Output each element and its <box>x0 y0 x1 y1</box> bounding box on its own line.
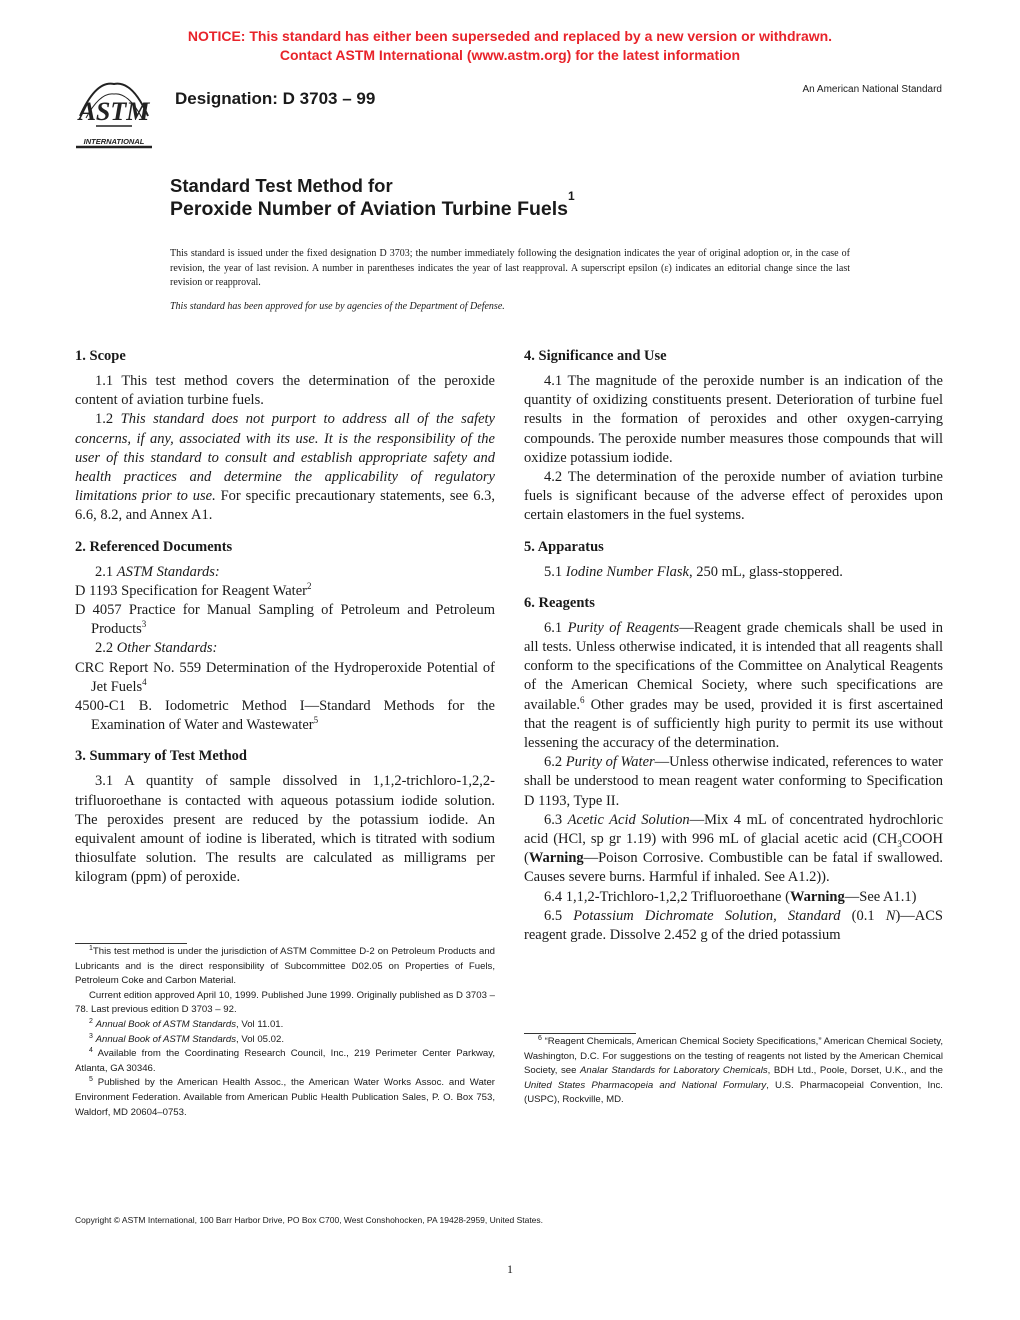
logo-subtext: INTERNATIONAL <box>83 137 145 146</box>
other-standards-label: 2.2 Other Standards: <box>95 640 218 657</box>
footnote-5: $^5$ Published by the American Health Assoc., the American Water Works Assoc. and Water Environment Federation. Available from American Public Health Publication Sales, P. O. Box 753, Waldorf, MD 20604–0753. <box>75 1076 495 1118</box>
reagents-p1: 6.1 Purity of Reagents—Reagent grade chemicals shall be used in all tests. Unless otherwise indicated, it is intended that all reagents shall conform to the specifications of the Committee on Analytical Reagents of the American Chemical Society, where such specifications are available.$^6$ Other grades may be used, provided it is first ascertained that the reagent is of sufficiently high purity to permit its use without lessening the accuracy of the determination. <box>524 619 944 752</box>
right-column <box>524 347 943 957</box>
summary-heading: 3. Summary of Test Method <box>75 748 247 765</box>
apparatus-p1: 5.1 Iodine Number Flask, 250 mL, glass-stoppered. <box>544 563 843 580</box>
section-summary <box>75 747 495 887</box>
reagents-p4: 6.4 1,1,2-Trichloro-1,2,2 Trifluoroethane (Warning—See A1.1) <box>544 888 917 905</box>
section-referenced <box>75 538 495 736</box>
logo-text: ASTM <box>78 97 150 126</box>
left-column <box>75 347 495 900</box>
footnotes-left <box>75 943 495 1120</box>
designation: Designation: D 3703 – 99 <box>175 89 376 108</box>
notice-banner <box>0 27 1020 65</box>
significance-p2: 4.2 The determination of the peroxide number of aviation turbine fuels is significant because of the adverse effect of peroxides upon certain elastomers in the fuel systems. <box>524 469 943 524</box>
notice-line-1: NOTICE: This standard has either been superseded and replaced by a new version or withdrawn. <box>187 28 833 44</box>
page-number: 1 <box>507 1262 513 1276</box>
referenced-heading: 2. Referenced Documents <box>75 538 233 555</box>
ref-crc: CRC Report No. 559 Determination of the Hydroperoxide Potential of Jet Fuels$^4$ <box>75 659 495 695</box>
footnote-4: $^4$ Available from the Coordinating Research Council, Inc., 219 Perimeter Center Parkway, Atlanta, GA 30346. <box>75 1046 496 1074</box>
reagents-p2: 6.2 Purity of Water—Unless otherwise indicated, references to water shall be understood to mean reagent water conforming to Specification D 1193, Type II. <box>524 754 943 809</box>
reagents-p5: 6.5 Potassium Dichromate Solution, Standard (0.1 N)—ACS reagent grade. Dissolve 2.452 g of the dried potassium <box>524 907 943 944</box>
reagents-heading: 6. Reagents <box>524 594 595 611</box>
summary-p1: 3.1 A quantity of sample dissolved in 1,1,2-trichloro-1,2,2-trifluoroethane is contacted with aqueous potassium iodide solution. The peroxides present are reduced by the potassium iodide. An equivalent amount of iodine is liberated, which is titrated with sodium thiosulfate solution. The results are calculated as milligrams per kilogram (ppm) of peroxide. <box>75 773 495 886</box>
american-national-standard: An American National Standard <box>802 84 942 95</box>
ref-d4057: D 4057 Practice for Manual Sampling of Petroleum and Petroleum Products$^3$ <box>75 602 495 638</box>
astm-logo-icon <box>66 76 162 152</box>
title-footnote-mark: 1 <box>568 189 575 203</box>
astm-standards-label: 2.1 ASTM Standards: <box>95 563 220 580</box>
footnote-6: $^6$ “Reagent Chemicals, American Chemical Society Specifications,” American Chemical Society, Washington, D.C. For suggestions on the testing of reagents not listed by the American Chemical Society, see Analar Standards for Laboratory Chemicals, BDH Ltd., Poole, Dorset, U.K., and the United States Pharmacopeia and National Formulary, U.S. Pharmacopeial Convention, Inc. (USPC), Rockville, MD. <box>524 1034 943 1106</box>
scope-p2: 1.2 This standard does not purport to address all of the safety concerns, if any, associated with its use. It is the responsibility of the user of this standard to consult and establish appropriate safety and health practices and determine the applicability of regulatory limitations prior to use. For specific precautionary statements, see 6.3, 6.6, 8.2, and Annex A1. <box>75 411 495 524</box>
section-significance <box>524 347 943 526</box>
issued-note: This standard is issued under the fixed designation D 3703; the number immediately following the designation indicates the year of original adoption or, in the case of revision, the year of last revision. A number in parentheses indicates the year of last reapproval. A superscript epsilon (ε) indicates an editorial change since the last revision or reapproval. <box>170 248 850 288</box>
footnote-1b: Current edition approved April 10, 1999. Published June 1999. Originally published as D 3703 – 78. Last previous edition D 3703 – 92. <box>75 989 495 1016</box>
footnotes-right <box>524 1033 943 1108</box>
scope-heading: 1. Scope <box>75 348 126 364</box>
footnote-2: $^2$ Annual Book of ASTM Standards, Vol 11.01. <box>89 1017 284 1030</box>
significance-heading: 4. Significance and Use <box>524 348 667 364</box>
scope-p1: 1.1 This test method covers the determination of the peroxide content of aviation turbine fuels. <box>75 373 495 409</box>
significance-p1: 4.1 The magnitude of the peroxide number is an indication of the quantity of oxidizing constituents present. Deterioration of turbine fuel results in the formation of peroxides and other oxygen-carrying compounds. The peroxide number measures those compounds that will oxidize potassium iodide. <box>524 373 943 466</box>
section-apparatus <box>524 538 943 582</box>
title-line-1: Standard Test Method for <box>170 175 393 196</box>
ref-c1: 4500-C1 B. Iodometric Method I—Standard Methods for the Examination of Water and Wastewater$^5$ <box>75 698 495 734</box>
section-scope <box>75 347 495 526</box>
apparatus-heading: 5. Apparatus <box>524 538 604 555</box>
approved-note: This standard has been approved for use by agencies of the Department of Defense. <box>170 301 505 312</box>
copyright: Copyright © ASTM International, 100 Barr Harbor Drive, PO Box C700, West Conshohocken, PA 19428-2959, United States. <box>75 1215 544 1225</box>
reagents-p3: 6.3 Acetic Acid Solution—Mix 4 mL of concentrated hydrochloric acid (HCl, sp gr 1.19) with 996 mL of glacial acetic acid ($CH_3COOH$ (Warning—Poison Corrosive. Combustible can be fatal if swallowed. Causes severe burns. Harmful if inhaled. See A1.2)). <box>524 811 943 886</box>
footnote-3: $^3$ Annual Book of ASTM Standards, Vol 05.02. <box>89 1032 285 1045</box>
title-line-2: Peroxide Number of Aviation Turbine Fuels$^1$ <box>170 189 575 220</box>
notice-line-2: Contact ASTM International (www.astm.org) for the latest information <box>279 47 741 63</box>
ref-d1193: D 1193 Specification for Reagent Water$^2$ <box>75 581 312 599</box>
footnote-1: $^1$This test method is under the jurisdiction of ASTM Committee D-2 on Petroleum Products and Lubricants and is the direct responsibility of Subcommittee D02.05 on Properties of Fuels, Petroleum Coke and Carbon Material. <box>75 944 495 987</box>
section-reagents <box>524 594 943 945</box>
